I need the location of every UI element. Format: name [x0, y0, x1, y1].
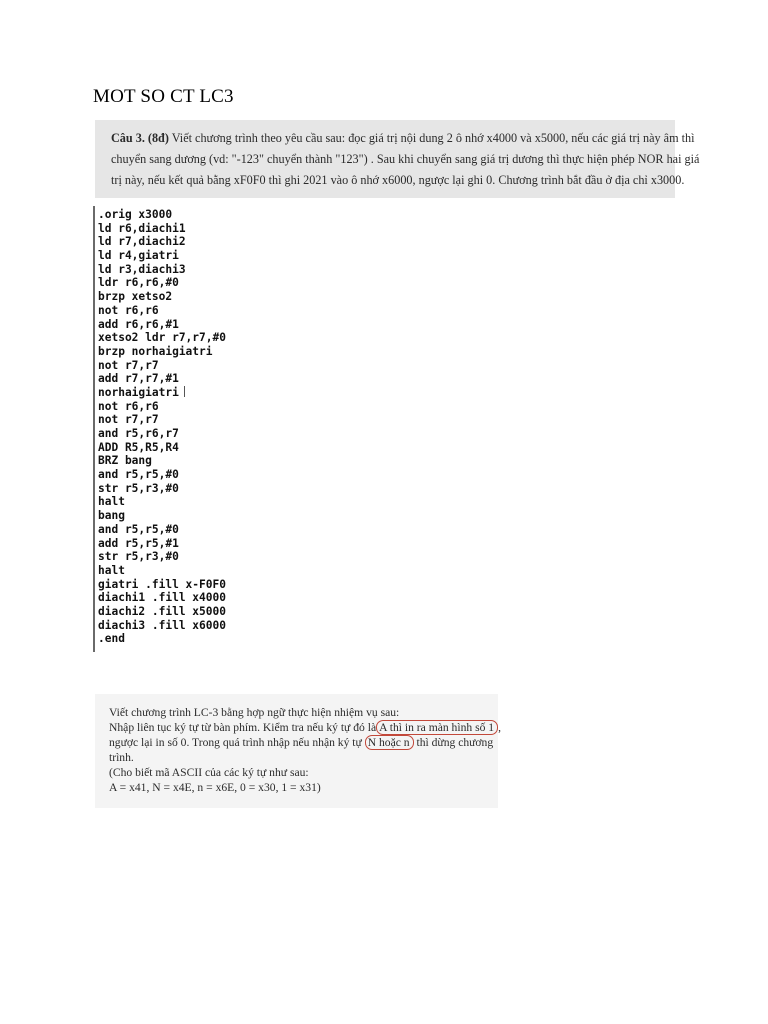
text-cursor [184, 386, 185, 397]
code-line: halt [98, 563, 125, 577]
code-line: diachi2 .fill x5000 [98, 604, 226, 618]
task-line-3 [109, 735, 498, 750]
code-line: and r5,r6,r7 [98, 427, 179, 440]
question-line-1-text: Viết chương trình theo yêu cầu sau: đọc giá trị nội dung 2 ô nhớ x4000 và x5000, nếu các giá trị này âm thì [168, 131, 695, 145]
circled-annotation: N hoặc n [365, 735, 414, 750]
question-line-2: chuyển sang dương (vd: "-123" chuyển thành "123") . Sau khi chuyển sang giá trị dương thì thực hiện phép NOR hai giá [111, 152, 700, 166]
code-line: ld r3,diachi3 [98, 262, 186, 276]
code-line: ld r6,diachi1 [98, 221, 186, 235]
code-line: not r7,r7 [98, 413, 159, 427]
code-line: add r6,r6,#1 [98, 317, 179, 331]
code-line: not r6,r6 [98, 399, 159, 413]
code-line: .end [98, 632, 125, 646]
task-line-5: (Cho biết mã ASCII của các ký tự như sau: [109, 766, 309, 779]
circled-annotation: A thì in ra màn hình số 1 [376, 720, 498, 735]
code-line: add r7,r7,#1 [98, 372, 179, 386]
task-line-4: trình. [109, 751, 134, 764]
code-line: BRZ bang [98, 454, 152, 468]
code-line: xetso2 ldr r7,r7,#0 [98, 331, 226, 345]
code-line: ld r7,diachi2 [98, 235, 186, 249]
code-line-with-cursor [98, 386, 293, 400]
code-line: bang [98, 509, 125, 523]
code-line: ADD R5,R5,R4 [98, 440, 179, 454]
task-line-3-text: ngược lại in số 0. Trong quá trình nhập nếu nhận ký tự [109, 736, 362, 749]
code-listing [93, 206, 293, 652]
task-line-2-text: Nhập liên tục ký tự từ bàn phím. Kiểm tra nếu ký tự đó là [109, 721, 377, 734]
code-line: diachi1 .fill x4000 [98, 591, 226, 605]
task-description-image [95, 694, 501, 808]
code-line: not r7,r7 [98, 358, 159, 372]
exam-question-image [95, 120, 700, 198]
code-line: and r5,r5,#0 [98, 468, 179, 482]
task-line-1: Viết chương trình LC-3 bằng hợp ngữ thực hiện nhiệm vụ sau: [109, 706, 400, 719]
question-label: Câu 3. (8đ) [111, 131, 169, 145]
code-line: halt [98, 495, 125, 509]
code-line: brzp norhaigiatri [98, 344, 213, 358]
question-line-3: trị này, nếu kết quả bằng xF0F0 thì ghi 2021 vào ô nhớ x6000, ngược lại ghi 0. Chương trình bắt đầu ở địa chỉ x3000. [111, 173, 685, 187]
task-line-2 [109, 720, 501, 735]
task-line-2-end: , [498, 721, 501, 734]
code-line: add r5,r5,#1 [98, 536, 179, 550]
task-line-6: A = x41, N = x4E, n = x6E, 0 = x30, 1 = x31) [109, 781, 321, 794]
question-line-1 [111, 128, 695, 149]
code-line: str r5,r3,#0 [98, 550, 179, 564]
code-line: str r5,r3,#0 [98, 481, 179, 495]
code-line: diachi3 .fill x6000 [98, 618, 226, 632]
code-line: giatri .fill x-F0F0 [98, 577, 226, 591]
task-line-3-end: thì dừng chương [416, 736, 494, 749]
code-line: ldr r6,r6,#0 [98, 276, 179, 290]
code-line: .orig x3000 [98, 208, 173, 221]
document-title: MOT SO CT LC3 [93, 86, 234, 107]
code-line: and r5,r5,#0 [98, 522, 179, 536]
code-line-text: norhaigiatri [98, 385, 179, 399]
code-line: not r6,r6 [98, 303, 159, 317]
code-line: ld r4,giatri [98, 249, 179, 263]
code-line: brzp xetso2 [98, 290, 173, 304]
